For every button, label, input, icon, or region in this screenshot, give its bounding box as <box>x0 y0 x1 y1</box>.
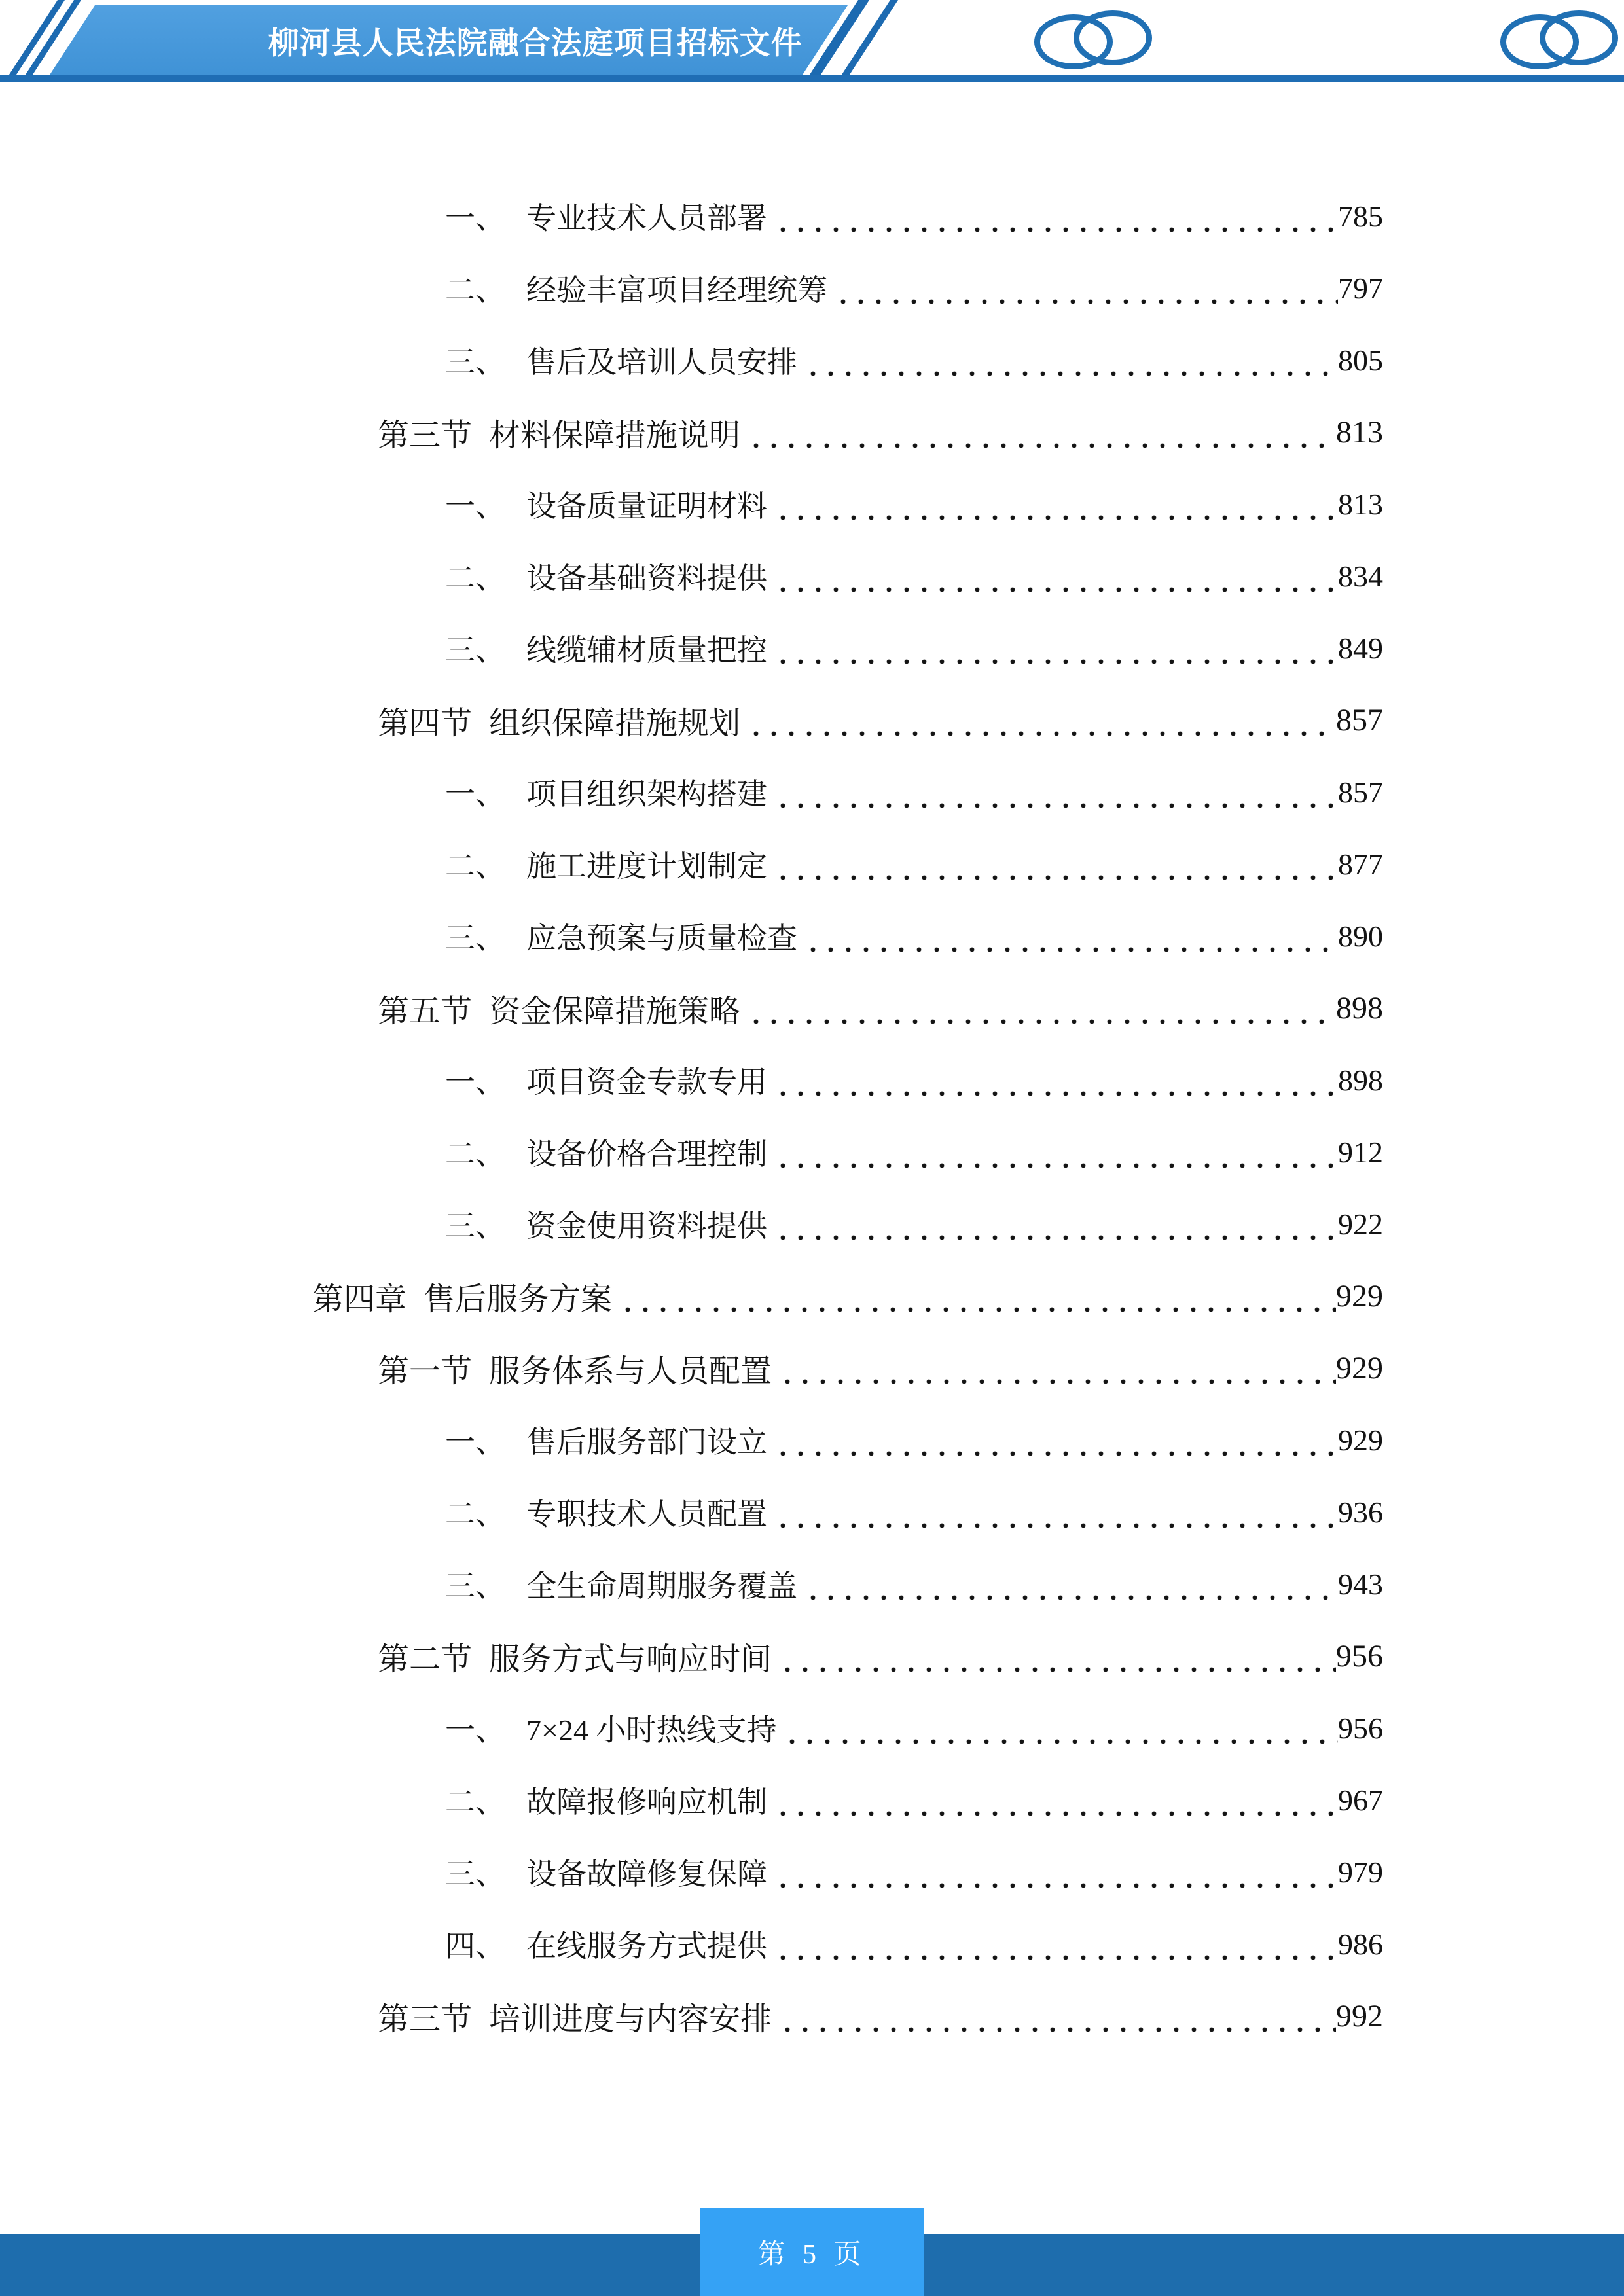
toc-entry[interactable] <box>0 900 1624 972</box>
toc-entry[interactable] <box>0 972 1624 1044</box>
toc-entry-number: 二、 <box>445 562 505 595</box>
toc-entry[interactable] <box>0 1044 1624 1116</box>
toc-entry-number: 第四章 <box>312 1282 407 1317</box>
dot-leader <box>803 1548 1338 1620</box>
dot-leader <box>772 1044 1338 1116</box>
toc-entry-title: 全生命周期服务覆盖 <box>526 1570 797 1603</box>
toc-entry-number: 一、 <box>445 1066 505 1099</box>
dot-leader <box>803 324 1338 396</box>
toc-entry[interactable] <box>0 1476 1624 1548</box>
toc-entry-page: 986 <box>1338 1927 1383 1961</box>
toc-entry-title: 应急预案与质量检查 <box>526 922 797 955</box>
toc-entry[interactable] <box>0 1692 1624 1764</box>
dot-leader <box>772 1116 1338 1188</box>
toc-entry-number: 第一节 <box>378 1354 473 1389</box>
dot-leader <box>782 1692 1338 1764</box>
toc-entry-title: 培训进度与内容安排 <box>489 2001 772 2037</box>
dot-leader <box>746 396 1336 468</box>
dot-leader <box>772 1836 1338 1908</box>
toc-entry[interactable] <box>0 252 1624 324</box>
dot-leader <box>777 1980 1336 2052</box>
toc-entry-page: 785 <box>1338 199 1383 233</box>
dot-leader <box>772 612 1338 684</box>
toc-entry-number: 四、 <box>445 1929 505 1963</box>
toc-entry[interactable] <box>0 756 1624 828</box>
toc-entry-number: 三、 <box>445 1857 505 1891</box>
dot-leader <box>772 468 1338 540</box>
dot-leader <box>772 1188 1338 1260</box>
dot-leader <box>772 756 1338 828</box>
toc-entry[interactable] <box>0 1548 1624 1620</box>
toc-entry-number: 三、 <box>445 1570 505 1603</box>
document-title: 柳河县人民法院融合法庭项目招标文件 <box>268 25 803 60</box>
toc-entry-title: 服务体系与人员配置 <box>489 1354 772 1389</box>
toc-entry-number: 二、 <box>445 1785 505 1819</box>
toc-entry-page: 834 <box>1338 559 1383 593</box>
toc-entry[interactable] <box>0 828 1624 900</box>
toc-entry-title: 服务方式与响应时间 <box>489 1641 772 1677</box>
ring-right <box>1074 10 1152 65</box>
toc-entry-title: 施工进度计划制定 <box>526 850 767 883</box>
toc-entry-number: 二、 <box>445 1138 505 1171</box>
dot-leader <box>777 1620 1336 1692</box>
toc-entry-title: 售后服务部门设立 <box>526 1426 767 1459</box>
toc-entry-title: 经验丰富项目经理统筹 <box>526 274 827 307</box>
toc-entry-title: 线缆辅材质量把控 <box>526 634 767 667</box>
interlocked-rings-icon <box>1500 10 1619 71</box>
toc-entry-number: 第五节 <box>378 994 473 1029</box>
page-number-tab <box>700 2208 924 2296</box>
toc-entry-title: 售后及培训人员安排 <box>526 346 797 379</box>
toc-entry-number: 第三节 <box>378 418 473 453</box>
toc-entry-page: 967 <box>1338 1783 1383 1817</box>
toc-entry-page: 805 <box>1338 343 1383 377</box>
toc-entry-page: 922 <box>1338 1207 1383 1241</box>
toc-entry-title: 故障报修响应机制 <box>526 1785 767 1819</box>
toc-entry-number: 一、 <box>445 1713 505 1747</box>
dot-leader <box>777 1332 1336 1404</box>
toc-entry[interactable] <box>0 1116 1624 1188</box>
dot-leader <box>772 180 1338 252</box>
toc-entry-page: 857 <box>1336 702 1383 738</box>
dot-leader <box>772 1476 1338 1548</box>
toc-entry-title: 材料保障措施说明 <box>489 418 741 453</box>
toc-entry-title: 组织保障措施规划 <box>489 706 741 741</box>
toc-entry-title: 7×24 小时热线支持 <box>526 1713 777 1747</box>
toc-entry[interactable] <box>0 1188 1624 1260</box>
toc-entry-page: 929 <box>1338 1423 1383 1457</box>
table-of-contents <box>0 180 1624 2052</box>
toc-entry[interactable] <box>0 1980 1624 2052</box>
header-rule-line <box>0 75 1624 82</box>
header-banner <box>49 5 848 76</box>
toc-entry[interactable] <box>0 180 1624 252</box>
toc-entry-page: 929 <box>1336 1350 1383 1386</box>
dot-leader <box>772 540 1338 612</box>
dot-leader <box>772 1404 1338 1476</box>
toc-entry-page: 813 <box>1336 414 1383 450</box>
toc-entry-title: 专职技术人员配置 <box>526 1498 767 1531</box>
toc-entry[interactable] <box>0 1332 1624 1404</box>
page-number-label: 第 5 页 <box>757 2239 867 2270</box>
toc-entry-number: 第三节 <box>378 2001 473 2037</box>
header-diagonal-stripe <box>837 0 898 81</box>
toc-entry[interactable] <box>0 1260 1624 1332</box>
toc-entry-title: 设备基础资料提供 <box>526 562 767 595</box>
toc-entry-page: 992 <box>1336 1998 1383 2034</box>
toc-entry-page: 849 <box>1338 631 1383 665</box>
toc-entry-number: 三、 <box>445 634 505 667</box>
toc-entry-page: 979 <box>1338 1855 1383 1889</box>
toc-entry-page: 936 <box>1338 1495 1383 1529</box>
interlocked-rings-icon <box>1034 10 1153 71</box>
toc-entry-number: 三、 <box>445 346 505 379</box>
toc-entry-number: 一、 <box>445 490 505 523</box>
toc-entry-title: 资金保障措施策略 <box>489 994 741 1029</box>
toc-entry-title: 项目组织架构搭建 <box>526 778 767 811</box>
toc-entry[interactable] <box>0 684 1624 756</box>
toc-entry-page: 877 <box>1338 847 1383 881</box>
toc-entry-number: 第四节 <box>378 706 473 741</box>
toc-entry[interactable] <box>0 540 1624 612</box>
toc-entry-page: 890 <box>1338 919 1383 953</box>
toc-entry-page: 943 <box>1338 1567 1383 1601</box>
toc-entry-page: 929 <box>1336 1278 1383 1314</box>
toc-entry-number: 三、 <box>445 922 505 955</box>
toc-entry-title: 在线服务方式提供 <box>526 1929 767 1963</box>
toc-entry-page: 912 <box>1338 1135 1383 1169</box>
toc-entry-title: 专业技术人员部署 <box>526 202 767 235</box>
dot-leader <box>803 900 1338 972</box>
toc-entry-page: 956 <box>1336 1638 1383 1674</box>
toc-entry-title: 设备价格合理控制 <box>526 1138 767 1171</box>
dot-leader <box>746 684 1336 756</box>
toc-entry[interactable] <box>0 612 1624 684</box>
toc-entry-number: 二、 <box>445 274 505 307</box>
toc-entry-number: 第二节 <box>378 1641 473 1677</box>
toc-entry[interactable] <box>0 324 1624 396</box>
toc-entry-page: 797 <box>1338 271 1383 305</box>
toc-entry-page: 857 <box>1338 775 1383 809</box>
toc-entry-title: 项目资金专款专用 <box>526 1066 767 1099</box>
toc-entry-page: 898 <box>1338 1063 1383 1097</box>
toc-entry-number: 一、 <box>445 778 505 811</box>
toc-entry-title: 售后服务方案 <box>424 1282 613 1317</box>
toc-entry-title: 资金使用资料提供 <box>526 1210 767 1243</box>
toc-entry[interactable] <box>0 1764 1624 1836</box>
toc-entry[interactable] <box>0 1620 1624 1692</box>
toc-entry-number: 三、 <box>445 1210 505 1243</box>
toc-entry[interactable] <box>0 1908 1624 1980</box>
dot-leader <box>617 1260 1336 1332</box>
toc-entry[interactable] <box>0 468 1624 540</box>
ring-right <box>1540 10 1618 65</box>
toc-entry-page: 813 <box>1338 487 1383 521</box>
toc-entry-page: 956 <box>1338 1711 1383 1745</box>
toc-entry[interactable] <box>0 1836 1624 1908</box>
toc-entry-page: 898 <box>1336 990 1383 1026</box>
dot-leader <box>772 1764 1338 1836</box>
toc-entry-number: 一、 <box>445 1426 505 1459</box>
toc-entry-number: 一、 <box>445 202 505 235</box>
dot-leader <box>833 252 1338 324</box>
toc-entry-number: 二、 <box>445 850 505 883</box>
toc-entry[interactable] <box>0 1404 1624 1476</box>
toc-entry-number: 二、 <box>445 1498 505 1531</box>
dot-leader <box>772 1908 1338 1980</box>
toc-entry[interactable] <box>0 396 1624 468</box>
dot-leader <box>772 828 1338 900</box>
toc-entry-title: 设备故障修复保障 <box>526 1857 767 1891</box>
dot-leader <box>746 972 1336 1044</box>
toc-entry-title: 设备质量证明材料 <box>526 490 767 523</box>
